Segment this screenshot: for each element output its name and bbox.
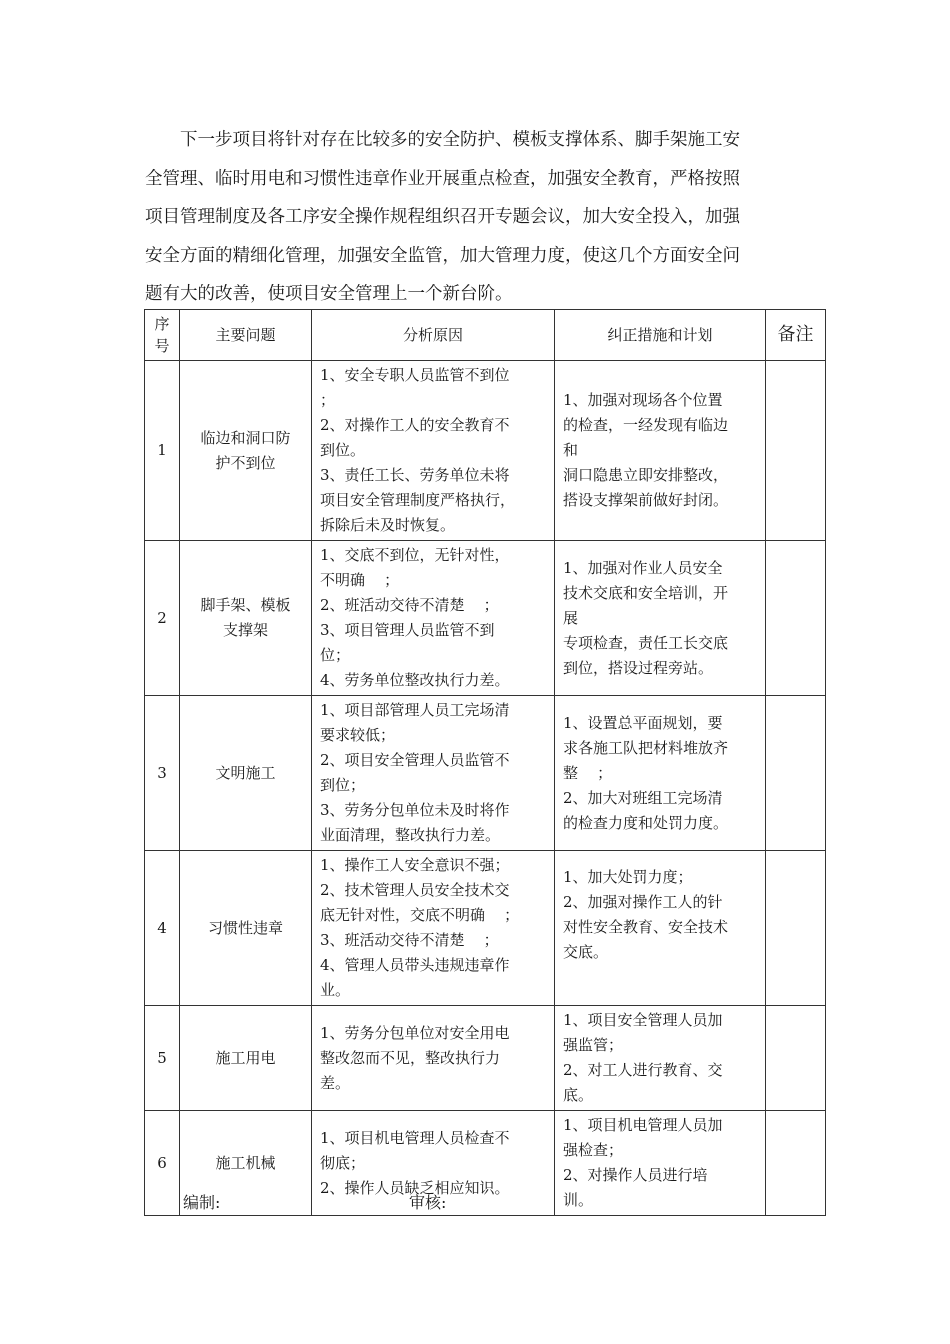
row-issue: 临边和洞口防 护不到位 (180, 361, 312, 541)
intro-line: 下一步项目将针对存在比较多的安全防护、模板支撑体系、脚手架施工安 (180, 130, 740, 150)
row-note (766, 361, 826, 541)
intro-line: 项目管理制度及各工序安全操作规程组织召开专题会议，加大安全投入，加强 (145, 207, 740, 227)
row-cause: 1、交底不到位，无针对性， 不明确 ； 2、班活动交待不清楚 ； 3、项目管理人员监管不到 位； 4、劳务单位整改执行力差。 (312, 541, 555, 696)
header-issue: 主要问题 (180, 310, 312, 361)
table-row (145, 361, 826, 541)
header-note: 备注 (766, 310, 826, 361)
row-cause: 1、项目机电管理人员检查不 彻底； 2、操作人员缺乏相应知识。 (312, 1111, 555, 1216)
row-seq: 3 (145, 696, 180, 851)
table-row (145, 1006, 826, 1111)
row-cause: 1、劳务分包单位对安全用电 整改忽而不见，整改执行力 差。 (312, 1006, 555, 1111)
row-measures: 1、项目安全管理人员加 强监管； 2、对工人进行教育、交 底。 (555, 1006, 766, 1111)
row-cause: 1、项目部管理人员工完场清 要求较低； 2、项目安全管理人员监管不 到位； 3、劳务分包单位未及时将作 业面清理，整改执行力差。 (312, 696, 555, 851)
table-row (145, 1111, 826, 1216)
row-note (766, 541, 826, 696)
row-note (766, 1111, 826, 1216)
intro-line: 题有大的改善，使项目安全管理上一个新台阶。 (145, 284, 513, 304)
row-issue: 施工用电 (180, 1006, 312, 1111)
header-cause: 分析原因 (312, 310, 555, 361)
row-cause: 1、安全专职人员监管不到位 ； 2、对操作工人的安全教育不 到位。 3、责任工长、劳务单位未将 项目安全管理制度严格执行， 拆除后未及时恢复。 (312, 361, 555, 541)
row-note (766, 851, 826, 1006)
row-seq: 2 (145, 541, 180, 696)
header-measures: 纠正措施和计划 (555, 310, 766, 361)
row-note (766, 696, 826, 851)
row-issue: 脚手架、模板 支撑架 (180, 541, 312, 696)
row-seq: 4 (145, 851, 180, 1006)
row-issue: 文明施工 (180, 696, 312, 851)
row-note (766, 1006, 826, 1111)
row-measures: 1、加强对作业人员安全 技术交底和安全培训，开 展 专项检查，责任工长交底 到位，搭设过程旁站。 (555, 541, 766, 696)
row-measures: 1、项目机电管理人员加 强检查； 2、对操作人员进行培 训。 (555, 1111, 766, 1216)
row-issue: 施工机械 (180, 1111, 312, 1216)
table-row (145, 696, 826, 851)
header-seq: 序 号 (145, 310, 180, 361)
row-seq: 5 (145, 1006, 180, 1111)
row-measures: 1、加强对现场各个位置 的检查，一经发现有临边 和 洞口隐患立即安排整改， 搭设支撑架前做好封闭。 (555, 361, 766, 541)
reviewer-label: 审核: (409, 1193, 447, 1212)
intro-paragraph (145, 121, 813, 314)
row-issue: 习惯性违章 (180, 851, 312, 1006)
row-cause: 1、操作工人安全意识不强； 2、技术管理人员安全技术交 底无针对性，交底不明确 ； 3、班活动交待不清楚 ； 4、管理人员带头违规违章作 业。 (312, 851, 555, 1006)
table-row (145, 851, 826, 1006)
row-seq: 6 (145, 1111, 180, 1216)
table-row (145, 541, 826, 696)
intro-line: 安全方面的精细化管理，加强安全监管，加大管理力度，使这几个方面安全问 (145, 245, 740, 266)
safety-issues-table (144, 309, 826, 1216)
row-measures: 1、加大处罚力度； 2、加强对操作工人的针 对性安全教育、安全技术 交底。 (555, 851, 766, 1006)
row-seq: 1 (145, 361, 180, 541)
row-measures: 1、设置总平面规划，要 求各施工队把材料堆放齐 整 ； 2、加大对班组工完场清 的检查力度和处罚力度。 (555, 696, 766, 851)
intro-line: 全管理、临时用电和习惯性违章作业开展重点检查，加强安全教育，严格按照 (145, 168, 740, 189)
editor-label: 编制: (183, 1193, 221, 1212)
table-header-row (145, 310, 826, 361)
